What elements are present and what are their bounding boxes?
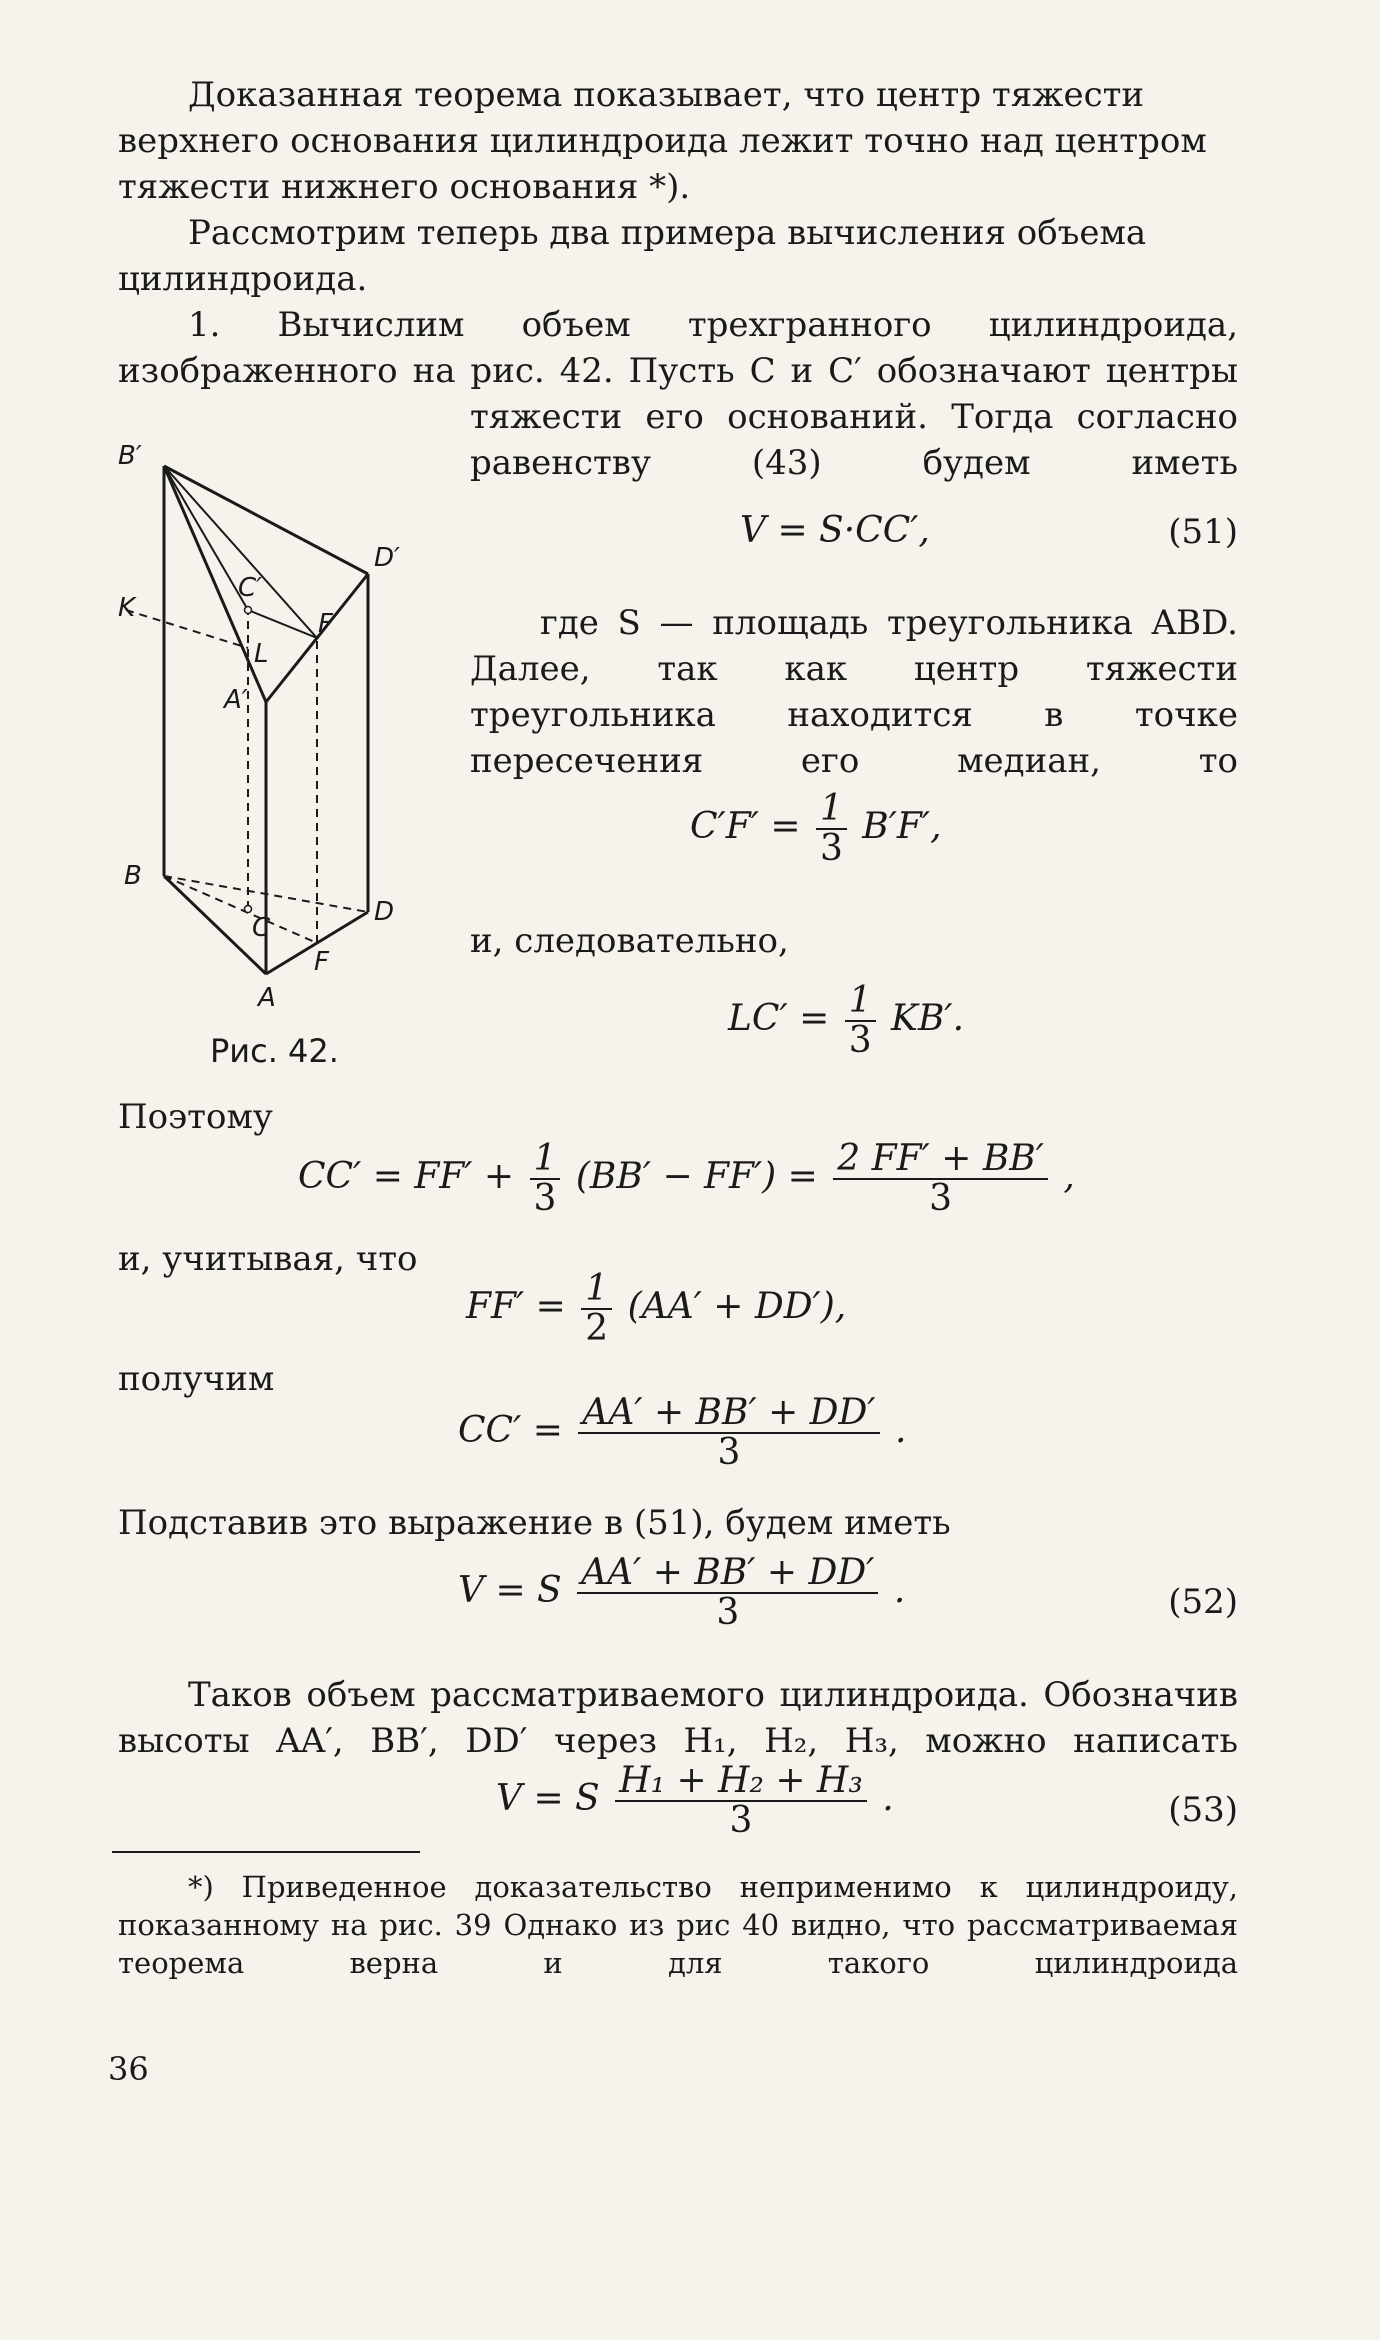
- equation-53-number: (53): [1168, 1790, 1238, 1830]
- page-number: 36: [108, 2050, 149, 2088]
- paragraph-9: Подставив это выражение в (51), будем иметь: [118, 1503, 951, 1543]
- paragraph-4: где S — площадь треугольника ABD. Далее, так как центр тяжести треугольника находится в точке пересечения его медиан, то: [470, 603, 1238, 781]
- paragraph-1: Доказанная теорема показывает, что центр тяжести верхнего основания цилиндроида лежит точно над центром тяжести нижнего основания *).: [118, 75, 1207, 207]
- equation-52-number: (52): [1168, 1582, 1238, 1622]
- paragraph-3-start: 1. Вычислим объем трехгранного цилиндроида, изображенного на рис. 42. Пусть C и C′ обозначают центры: [118, 305, 1238, 391]
- label-f: F: [314, 947, 329, 977]
- equation-51-number: (51): [1168, 512, 1238, 552]
- footnote-rule: [112, 1851, 420, 1853]
- label-d: D: [374, 897, 395, 927]
- equation-cc-2: CC′ = $\frac{AA' + BB' + DD'}{3}$ .: [458, 1392, 907, 1473]
- equation-51: V = S·CC′,: [740, 510, 930, 551]
- label-d1: D′: [374, 543, 400, 573]
- equation-53: V = S $\frac{\text{H₁ + H₂ + H₃}}{3}$ .: [496, 1760, 894, 1841]
- equation-cf: C′F′ = $\frac{1}{3}$ B′F′,: [690, 788, 942, 869]
- equation-52: V = S $\frac{AA' + BB' + DD'}{3}$ .: [458, 1552, 906, 1633]
- paragraph-7: и, учитывая, что: [118, 1239, 418, 1279]
- figure-42: [118, 436, 418, 1016]
- paragraph-8: получим: [118, 1359, 275, 1399]
- median-b-f: [164, 876, 317, 943]
- paragraph-2: Рассмотрим теперь два примера вычисления объема цилиндроида.: [118, 213, 1147, 299]
- point-c: [245, 906, 252, 913]
- label-a: A: [258, 983, 276, 1013]
- paragraph-6: Поэтому: [118, 1097, 273, 1137]
- equation-lc: LC′ = $\frac{1}{3}$ KB′.: [728, 980, 965, 1061]
- label-b1: B′: [118, 441, 142, 471]
- footnote: *) Приведенное доказательство неприменимо к цилиндроиду, показанному на рис. 39 Однако из рис 40 видно, что рассматриваемая теорема верна и для такого цилиндроида: [118, 1870, 1238, 1980]
- point-c1: [245, 607, 252, 614]
- paragraph-5: и, следовательно,: [470, 921, 789, 961]
- median-b1-f1: [164, 466, 317, 638]
- label-b: B: [124, 861, 142, 891]
- label-c1: C′: [238, 573, 263, 603]
- line-c1-f1: [248, 610, 317, 638]
- label-f1: F′: [318, 609, 339, 639]
- paragraph-10: Таков объем рассматриваемого цилиндроида. Обозначив высоты AA′, BB′, DD′ через H₁, H₂, H₃, можно написать: [118, 1675, 1238, 1761]
- equation-cc-1: CC′ = FF′ + $\frac{1}{3}$ (BB′ − FF′) = $\frac{2 FF' + BB'}{3}$ ,: [298, 1138, 1075, 1219]
- label-c: C: [252, 913, 271, 943]
- figure-caption: Рис. 42.: [210, 1032, 339, 1070]
- equation-ff: FF′ = $\frac{1}{2}$ (AA′ + DD′),: [466, 1268, 847, 1349]
- label-l: L: [254, 639, 269, 669]
- label-k: K: [118, 593, 136, 623]
- paragraph-3-continued: тяжести его оснований. Тогда согласно равенству (43) будем иметь: [470, 397, 1238, 483]
- label-a1: A′: [224, 685, 248, 715]
